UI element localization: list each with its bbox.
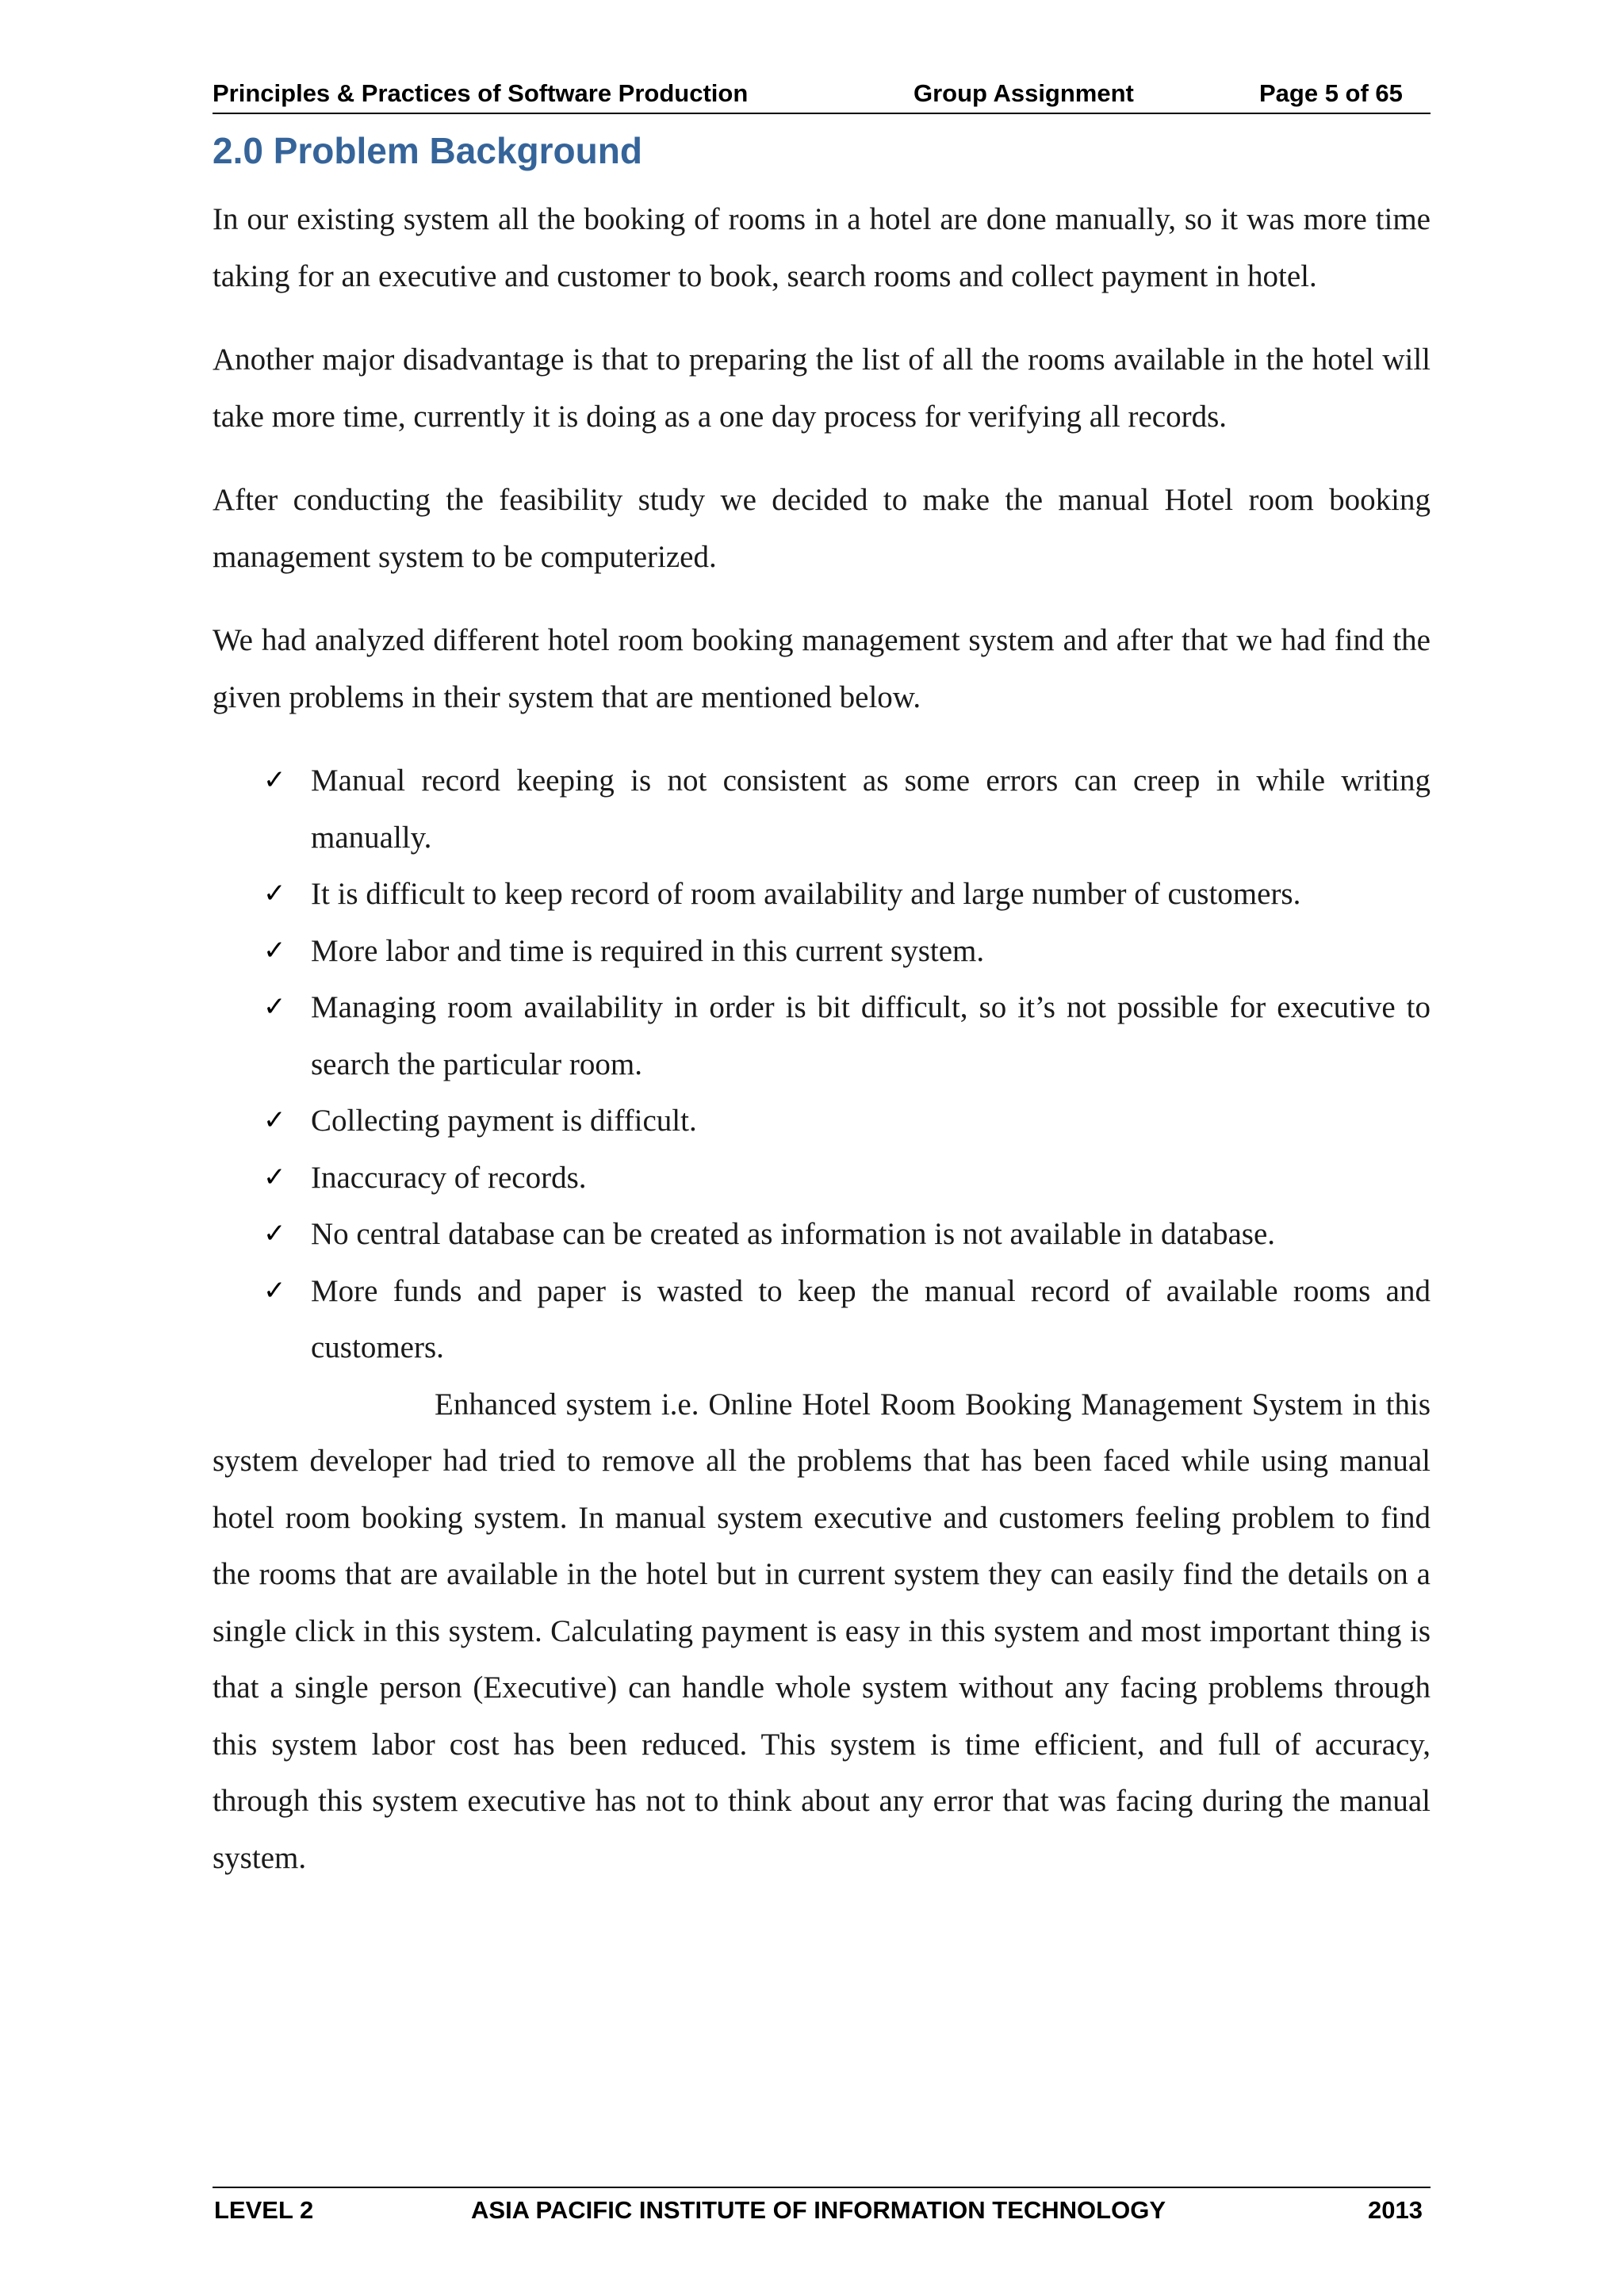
check-mark-icon: ✓: [263, 1161, 286, 1193]
list-item-text: Manual record keeping is not consistent as some errors can creep in while writing manually.: [311, 763, 1431, 855]
list-item: [213, 923, 1431, 980]
list-item: [213, 1150, 1431, 1207]
conclusion-paragraph: Enhanced system i.e. Online Hotel Room Booking Management System in this system developer had tried to remove all the problems that has been faced while using manual hotel room booking system. In manual system executive and customers feeling problem to find the rooms that are available in the hotel but in current system they can easily find the details on a single click in this system. Calculating payment is easy in this system and most important thing is that a single person (Executive) can handle whole system without any facing problems through this system labor cost has been reduced. This system is time efficient, and full of accuracy, through this system executive has not to think about any error that was facing during the manual system.: [213, 1387, 1431, 1875]
section-body: [213, 191, 1431, 1913]
list-item: [213, 1263, 1431, 1376]
section-heading: 2.0 Problem Background: [213, 130, 642, 171]
paragraph: After conducting the feasibility study we decided to make the manual Hotel room booking management system to be computerized.: [213, 483, 1431, 574]
check-mark-icon: ✓: [263, 1218, 286, 1249]
list-item: [213, 752, 1431, 866]
list-item-text: Collecting payment is difficult.: [311, 1104, 697, 1138]
check-mark-icon: ✓: [263, 878, 286, 909]
list-item-text: It is difficult to keep record of room availability and large number of customers.: [311, 877, 1301, 911]
check-mark-icon: ✓: [263, 1104, 286, 1136]
list-item: [213, 1206, 1431, 1263]
list-item-text: Managing room availability in order is bit difficult, so it’s not possible for executive to search the particular room.: [311, 990, 1431, 1081]
list-item-text: No central database can be created as information is not available in database.: [311, 1217, 1276, 1251]
document-page: [213, 0, 1431, 2296]
check-mark-icon: ✓: [263, 1274, 286, 1307]
check-mark-icon: ✓: [263, 991, 286, 1023]
paragraph: In our existing system all the booking of rooms in a hotel are done manually, so it was more time taking for an executive and customer to book, search rooms and collect payment in hotel.: [213, 202, 1431, 293]
paragraph: Another major disadvantage is that to preparing the list of all the rooms available in the hotel will take more time, currently it is doing as a one day process for verifying all records.: [213, 342, 1431, 434]
footer-level: LEVEL 2: [214, 2196, 314, 2224]
list-item: [213, 866, 1431, 923]
check-mark-icon: ✓: [263, 934, 286, 966]
paragraph: We had analyzed different hotel room booking management system and after that we had find the given problems in their system that are mentioned below.: [213, 623, 1431, 714]
list-item: [213, 1093, 1431, 1150]
footer-year: 2013: [1368, 2196, 1423, 2224]
header-page-number: Page 5 of 65: [1259, 79, 1403, 107]
header-course-title: Principles & Practices of Software Production: [213, 79, 749, 107]
header-assignment: Group Assignment: [914, 79, 1134, 107]
check-mark-icon: ✓: [263, 764, 286, 796]
list-item: [213, 979, 1431, 1093]
page-header: [213, 76, 1431, 114]
list-item-text: Inaccuracy of records.: [311, 1160, 587, 1195]
list-item-text: More labor and time is required in this current system.: [311, 933, 985, 968]
page-footer: [213, 2187, 1431, 2228]
list-item-text: More funds and paper is wasted to keep the manual record of available rooms and customers.: [311, 1273, 1431, 1364]
problem-list: [213, 752, 1431, 1376]
footer-institute: ASIA PACIFIC INSTITUTE OF INFORMATION TECHNOLOGY: [471, 2196, 1166, 2224]
